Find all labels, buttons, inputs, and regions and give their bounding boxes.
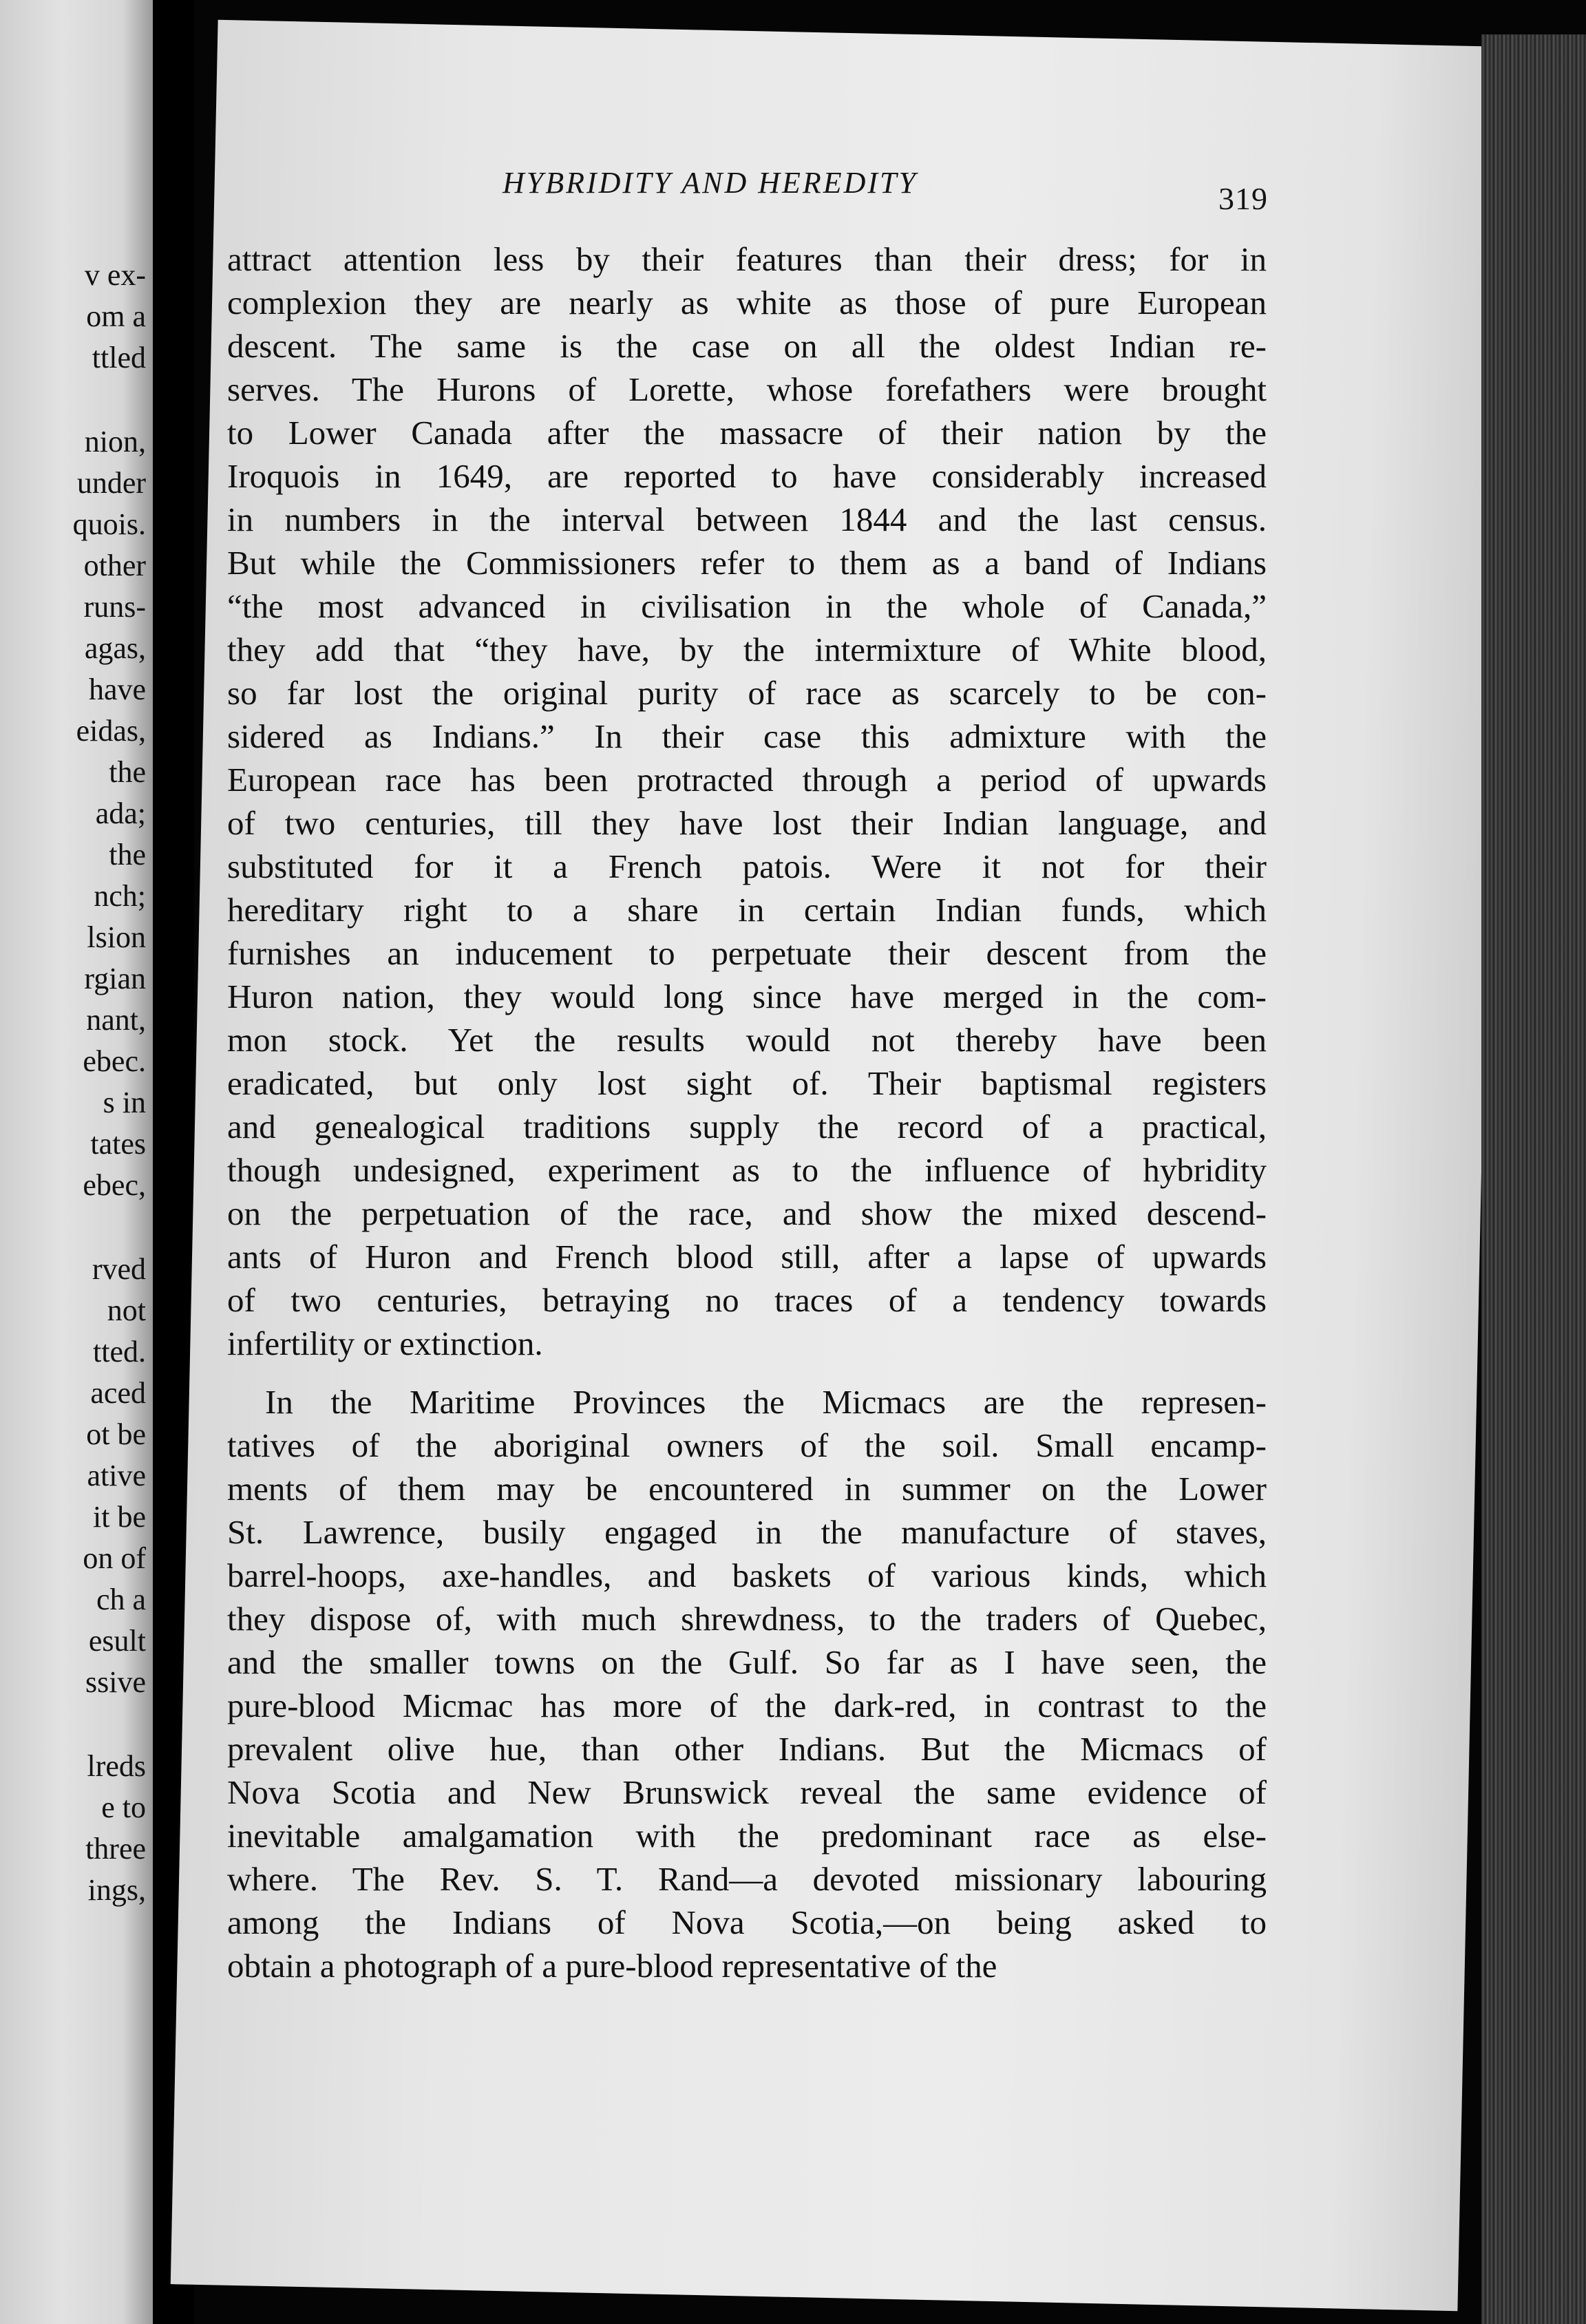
facing-page-fragment: ebec, [83, 1168, 146, 1202]
facing-page-fragment: tates [90, 1127, 146, 1161]
facing-page-fragment: nion, [84, 425, 146, 458]
facing-page-fragment: ebec. [83, 1044, 146, 1078]
facing-page-fragment: ch a [96, 1583, 146, 1616]
facing-page-fragment: eidas, [76, 714, 146, 748]
text-line: ments of them may be encountered in summer on the Lower [227, 1470, 1267, 1508]
facing-page-fragment: other [83, 549, 146, 582]
facing-page-fragment: ssive [85, 1665, 146, 1699]
facing-page-fragment: lreds [87, 1749, 146, 1783]
facing-page-fragment: nant, [86, 1003, 146, 1037]
facing-page-fragment: rved [92, 1252, 146, 1286]
text-line: on the perpetuation of the race, and show the mixed descend- [227, 1194, 1267, 1232]
paragraph-gap [227, 1365, 1267, 1380]
text-line: serves. The Hurons of Lorette, whose forefathers were brought [227, 370, 1267, 408]
text-line: infertility or extinction. [227, 1324, 543, 1362]
text-line: among the Indians of Nova Scotia,—on being asked to [227, 1903, 1267, 1941]
facing-page-fragment: on of [83, 1541, 146, 1575]
text-line: In the Maritime Provinces the Micmacs are the represen- [265, 1383, 1267, 1421]
facing-page-fragment: quois. [72, 507, 146, 541]
facing-page-fragment: om a [86, 299, 146, 333]
facing-page-fragment: not [107, 1293, 146, 1327]
facing-page-fragment: ot be [86, 1417, 146, 1451]
text-line: substituted for it a French patois. Were it not for their [227, 847, 1267, 885]
facing-page-fragment: v ex- [84, 258, 146, 292]
facing-page-fragment: rgian [84, 962, 146, 995]
text-line: to Lower Canada after the massacre of their nation by the [227, 414, 1267, 452]
facing-page-fragment: e to [101, 1790, 146, 1824]
text-line: where. The Rev. S. T. Rand—a devoted missionary labouring [227, 1860, 1267, 1898]
paragraph [227, 1380, 1267, 1987]
body-text [227, 237, 1267, 1987]
text-line: barrel-hoops, axe-handles, and baskets of various kinds, which [227, 1556, 1267, 1594]
text-line: eradicated, but only lost sight of. Their baptismal registers [227, 1064, 1267, 1102]
facing-page-fragment: runs- [83, 590, 146, 624]
text-line: furnishes an inducement to perpetuate their descent from the [227, 934, 1267, 972]
text-line: of two centuries, till they have lost their Indian language, and [227, 804, 1267, 842]
facing-page-text-fragments [0, 0, 153, 2324]
running-head: HYBRIDITY AND HEREDITY [503, 166, 918, 200]
text-line: Iroquois in 1649, are reported to have considerably increased [227, 457, 1267, 495]
text-line: they add that “they have, by the intermixture of White blood, [227, 631, 1267, 668]
text-line: they dispose of, with much shrewdness, to the traders of Quebec, [227, 1600, 1267, 1638]
text-line: so far lost the original purity of race as scarcely to be con- [227, 674, 1267, 712]
text-line: though undesigned, experiment as to the influence of hybridity [227, 1151, 1267, 1189]
facing-page-fragment: ada; [95, 796, 146, 830]
text-line: prevalent olive hue, than other Indians. But the Micmacs of [227, 1730, 1267, 1768]
page-edge-stack [1481, 34, 1586, 2324]
text-line: St. Lawrence, busily engaged in the manufacture of staves, [227, 1513, 1267, 1551]
facing-page-fragment: it be [93, 1500, 146, 1534]
text-line: in numbers in the interval between 1844 and the last census. [227, 500, 1267, 538]
text-line: “the most advanced in civilisation in the whole of Canada,” [227, 587, 1267, 625]
text-line: But while the Commissioners refer to them as a band of Indians [227, 544, 1267, 582]
text-line: pure-blood Micmac has more of the dark-red, in contrast to the [227, 1687, 1267, 1724]
text-line: inevitable amalgamation with the predominant race as else- [227, 1817, 1267, 1855]
text-line: obtain a photograph of a pure-blood representative of the [227, 1947, 997, 1985]
text-line: Huron nation, they would long since have merged in the com- [227, 978, 1267, 1015]
text-line: ants of Huron and French blood still, after a lapse of upwards [227, 1238, 1267, 1276]
facing-page-fragment: the [109, 838, 146, 872]
facing-page-fragment: tted. [93, 1335, 146, 1369]
text-line: European race has been protracted through a period of upwards [227, 761, 1267, 799]
facing-page-fragment: lsion [87, 920, 146, 954]
page-header [296, 165, 1268, 216]
text-line: Nova Scotia and New Brunswick reveal the same evidence of [227, 1773, 1267, 1811]
text-line: hereditary right to a share in certain Indian funds, which [227, 891, 1267, 929]
facing-page-fragment: ings, [87, 1873, 146, 1907]
facing-page-fragment: the [109, 755, 146, 789]
text-line: attract attention less by their features than their dress; for in [227, 240, 1267, 278]
facing-page-fragment: aced [90, 1376, 146, 1410]
facing-page-fragment: ative [87, 1459, 146, 1492]
facing-page-fragment: s in [103, 1086, 146, 1119]
facing-page-fragment: esult [88, 1624, 146, 1658]
facing-page-fragment: have [88, 673, 146, 706]
facing-page-fragment: agas, [84, 631, 146, 665]
paragraph [227, 237, 1267, 1365]
text-line: tatives of the aboriginal owners of the soil. Small encamp- [227, 1426, 1267, 1464]
text-line: and genealogical traditions supply the record of a practical, [227, 1108, 1267, 1145]
facing-page-fragment: three [85, 1832, 146, 1866]
page-number: 319 [1218, 181, 1268, 216]
text-line: descent. The same is the case on all the oldest Indian re- [227, 327, 1267, 365]
text-line: mon stock. Yet the results would not thereby have been [227, 1021, 1267, 1059]
text-line: complexion they are nearly as white as those of pure European [227, 284, 1267, 321]
facing-page-fragment: nch; [94, 879, 146, 913]
text-line: of two centuries, betraying no traces of a tendency towards [227, 1281, 1267, 1319]
facing-page-fragment: ttled [92, 341, 146, 374]
text-line: sidered as Indians.” In their case this admixture with the [227, 717, 1267, 755]
facing-page-fragment: under [76, 466, 146, 500]
text-line: and the smaller towns on the Gulf. So far as I have seen, the [227, 1643, 1267, 1681]
